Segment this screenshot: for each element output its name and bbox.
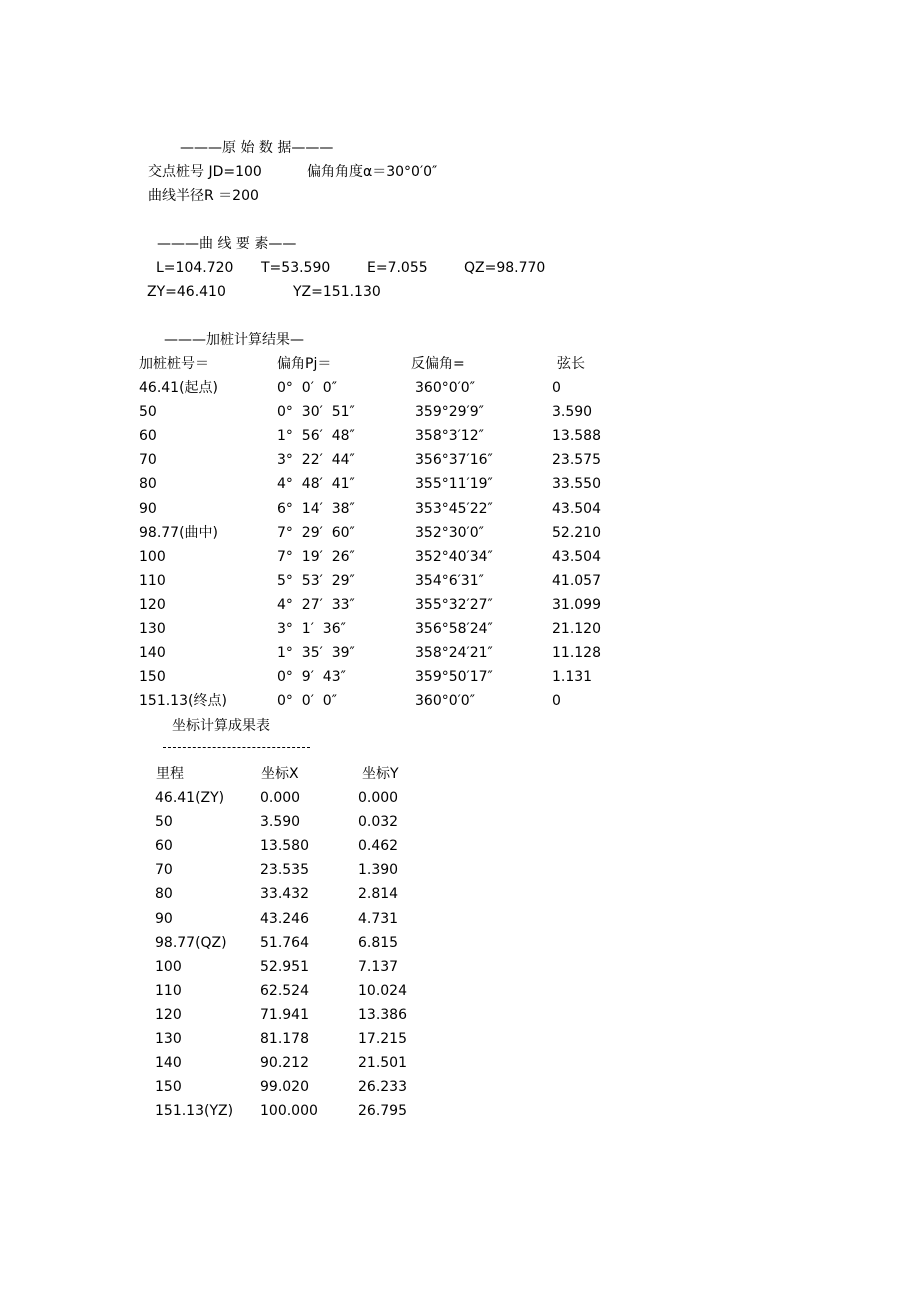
station-cell: 120 xyxy=(139,596,166,613)
chord-cell: 3.590 xyxy=(552,404,593,421)
chord-cell: 43.504 xyxy=(552,500,601,517)
coords-table-title: 坐标计算成果表 xyxy=(172,718,270,734)
y-coordinate-cell: 17.215 xyxy=(358,1031,407,1047)
reverse-deflection-cell: 360°0′0″ xyxy=(415,380,475,396)
stake-col-deflection: 偏角Pj＝ xyxy=(277,356,332,372)
reverse-deflection-cell: 358°3′12″ xyxy=(415,428,484,445)
reverse-deflection-cell: 356°58′24″ xyxy=(415,621,493,637)
chord-cell: 33.550 xyxy=(552,476,601,493)
station-cell: 70 xyxy=(139,452,157,469)
reverse-deflection-cell: 356°37′16″ xyxy=(415,452,493,469)
table-row xyxy=(0,500,920,524)
station-cell: 110 xyxy=(139,572,166,589)
y-coordinate-cell: 0.032 xyxy=(358,814,399,831)
station-cell: 98.77(曲中) xyxy=(139,524,219,541)
x-coordinate-cell: 33.432 xyxy=(260,886,309,903)
deflection-cell: 4° 48′ 41″ xyxy=(277,476,355,493)
reverse-deflection-cell: 359°50′17″ xyxy=(415,669,493,686)
table-row xyxy=(0,596,920,620)
reverse-deflection-cell: 352°40′34″ xyxy=(415,548,493,565)
external-distance-text: E=7.055 xyxy=(367,260,428,276)
table-row xyxy=(0,885,920,909)
deflection-angle-text: 偏角角度α＝30°0′0″ xyxy=(307,164,438,180)
table-row xyxy=(0,861,920,885)
station-cell: 151.13(YZ) xyxy=(155,1103,234,1120)
deflection-cell: 7° 19′ 26″ xyxy=(277,548,355,565)
deflection-cell: 1° 56′ 48″ xyxy=(277,428,355,445)
table-row xyxy=(0,668,920,692)
chord-cell: 13.588 xyxy=(552,428,601,445)
deflection-cell: 1° 35′ 39″ xyxy=(277,645,355,662)
table-row xyxy=(0,548,920,572)
curve-elements-heading: ———曲 线 要 素—— xyxy=(157,236,297,252)
y-coordinate-cell: 0.462 xyxy=(358,838,399,855)
reverse-deflection-cell: 353°45′22″ xyxy=(415,500,493,517)
reverse-deflection-cell: 358°24′21″ xyxy=(415,645,493,662)
station-cell: 150 xyxy=(155,1079,182,1096)
station-cell: 98.77(QZ) xyxy=(155,934,227,951)
deflection-cell: 0° 30′ 51″ xyxy=(277,404,355,421)
coords-col-y: 坐标Y xyxy=(362,766,399,782)
x-coordinate-cell: 52.951 xyxy=(260,958,309,975)
x-coordinate-cell: 100.000 xyxy=(260,1103,318,1120)
stake-col-chord: 弦长 xyxy=(557,356,585,372)
reverse-deflection-cell: 355°11′19″ xyxy=(415,476,493,493)
station-cell: 130 xyxy=(155,1031,182,1047)
station-cell: 46.41(ZY) xyxy=(155,790,225,806)
table-row xyxy=(0,403,920,427)
x-coordinate-cell: 62.524 xyxy=(260,982,309,999)
table-row xyxy=(0,524,920,548)
reverse-deflection-cell: 354°6′31″ xyxy=(415,572,484,589)
curve-length-text: L=104.720 xyxy=(156,260,234,276)
deflection-cell: 0° 0′ 0″ xyxy=(277,380,337,396)
station-cell: 46.41(起点) xyxy=(139,380,219,396)
chord-cell: 21.120 xyxy=(552,621,601,637)
curve-radius-text: 曲线半径R ＝200 xyxy=(148,188,259,204)
station-cell: 100 xyxy=(139,548,166,565)
x-coordinate-cell: 71.941 xyxy=(260,1006,309,1023)
station-cell: 110 xyxy=(155,982,182,999)
table-row xyxy=(0,451,920,475)
table-row xyxy=(0,982,920,1006)
table-row xyxy=(0,475,920,499)
x-coordinate-cell: 3.590 xyxy=(260,814,301,831)
station-cell: 60 xyxy=(139,428,157,445)
deflection-cell: 4° 27′ 33″ xyxy=(277,596,355,613)
tangent-length-text: T=53.590 xyxy=(261,260,331,276)
x-coordinate-cell: 13.580 xyxy=(260,838,309,855)
y-coordinate-cell: 4.731 xyxy=(358,910,399,927)
station-cell: 151.13(终点) xyxy=(139,693,227,710)
table-row xyxy=(0,572,920,596)
deflection-cell: 6° 14′ 38″ xyxy=(277,500,355,517)
y-coordinate-cell: 7.137 xyxy=(358,958,399,975)
curve-start-text: ZY=46.410 xyxy=(147,284,226,300)
station-cell: 140 xyxy=(155,1055,182,1072)
chord-cell: 41.057 xyxy=(552,572,601,589)
stake-col-station: 加桩桩号＝ xyxy=(139,356,209,372)
table-row xyxy=(0,837,920,861)
stake-table-header xyxy=(0,355,920,379)
chord-cell: 43.504 xyxy=(552,548,601,565)
table-row xyxy=(0,1054,920,1078)
station-cell: 120 xyxy=(155,1006,182,1023)
x-coordinate-cell: 90.212 xyxy=(260,1055,309,1072)
y-coordinate-cell: 26.795 xyxy=(358,1103,407,1120)
chord-cell: 1.131 xyxy=(552,669,593,686)
station-cell: 80 xyxy=(139,476,157,493)
station-cell: 50 xyxy=(155,814,173,831)
table-row xyxy=(0,620,920,644)
jd-stake-text: 交点桩号 JD=100 xyxy=(148,164,262,180)
station-cell: 130 xyxy=(139,621,166,637)
table-row xyxy=(0,910,920,934)
reverse-deflection-cell: 359°29′9″ xyxy=(415,404,484,421)
y-coordinate-cell: 10.024 xyxy=(358,982,407,999)
reverse-deflection-cell: 360°0′0″ xyxy=(415,693,475,710)
table-row xyxy=(0,379,920,403)
reverse-deflection-cell: 352°30′0″ xyxy=(415,524,484,541)
deflection-cell: 7° 29′ 60″ xyxy=(277,524,355,541)
x-coordinate-cell: 51.764 xyxy=(260,934,309,951)
station-cell: 100 xyxy=(155,958,182,975)
table-row xyxy=(0,789,920,813)
table-row xyxy=(0,934,920,958)
stake-results-heading: ———加桩计算结果— xyxy=(164,332,304,348)
x-coordinate-cell: 43.246 xyxy=(260,910,309,927)
y-coordinate-cell: 2.814 xyxy=(358,886,399,903)
station-cell: 150 xyxy=(139,669,166,686)
table-row xyxy=(0,692,920,716)
table-row xyxy=(0,958,920,982)
title-divider xyxy=(163,747,310,748)
raw-data-heading: ———原 始 数 据——— xyxy=(180,140,334,156)
x-coordinate-cell: 23.535 xyxy=(260,862,309,879)
station-cell: 90 xyxy=(139,500,157,517)
curve-end-text: YZ=151.130 xyxy=(293,284,381,300)
table-row xyxy=(0,1078,920,1102)
table-row xyxy=(0,427,920,451)
stake-col-reverse: 反偏角= xyxy=(411,356,465,372)
station-cell: 70 xyxy=(155,862,173,879)
y-coordinate-cell: 0.000 xyxy=(358,790,399,806)
curve-midpoint-text: QZ=98.770 xyxy=(464,260,546,276)
y-coordinate-cell: 21.501 xyxy=(358,1055,407,1072)
coords-col-station: 里程 xyxy=(156,766,184,782)
x-coordinate-cell: 81.178 xyxy=(260,1031,309,1047)
deflection-cell: 3° 1′ 36″ xyxy=(277,621,346,637)
chord-cell: 11.128 xyxy=(552,645,601,662)
y-coordinate-cell: 1.390 xyxy=(358,862,399,879)
reverse-deflection-cell: 355°32′27″ xyxy=(415,596,493,613)
chord-cell: 52.210 xyxy=(552,524,601,541)
chord-cell: 0 xyxy=(552,693,561,710)
table-row xyxy=(0,1102,920,1126)
table-row xyxy=(0,1030,920,1054)
deflection-cell: 0° 0′ 0″ xyxy=(277,693,337,710)
station-cell: 60 xyxy=(155,838,173,855)
y-coordinate-cell: 26.233 xyxy=(358,1079,407,1096)
x-coordinate-cell: 0.000 xyxy=(260,790,301,806)
deflection-cell: 0° 9′ 43″ xyxy=(277,669,346,686)
station-cell: 140 xyxy=(139,645,166,662)
y-coordinate-cell: 13.386 xyxy=(358,1006,407,1023)
y-coordinate-cell: 6.815 xyxy=(358,934,399,951)
chord-cell: 0 xyxy=(552,380,561,396)
deflection-cell: 5° 53′ 29″ xyxy=(277,572,355,589)
chord-cell: 23.575 xyxy=(552,452,601,469)
table-row xyxy=(0,1006,920,1030)
station-cell: 80 xyxy=(155,886,173,903)
coords-table-header xyxy=(0,765,920,789)
table-row xyxy=(0,813,920,837)
chord-cell: 31.099 xyxy=(552,596,601,613)
coords-col-x: 坐标X xyxy=(261,766,299,782)
station-cell: 90 xyxy=(155,910,173,927)
x-coordinate-cell: 99.020 xyxy=(260,1079,309,1096)
table-row xyxy=(0,644,920,668)
deflection-cell: 3° 22′ 44″ xyxy=(277,452,355,469)
station-cell: 50 xyxy=(139,404,157,421)
